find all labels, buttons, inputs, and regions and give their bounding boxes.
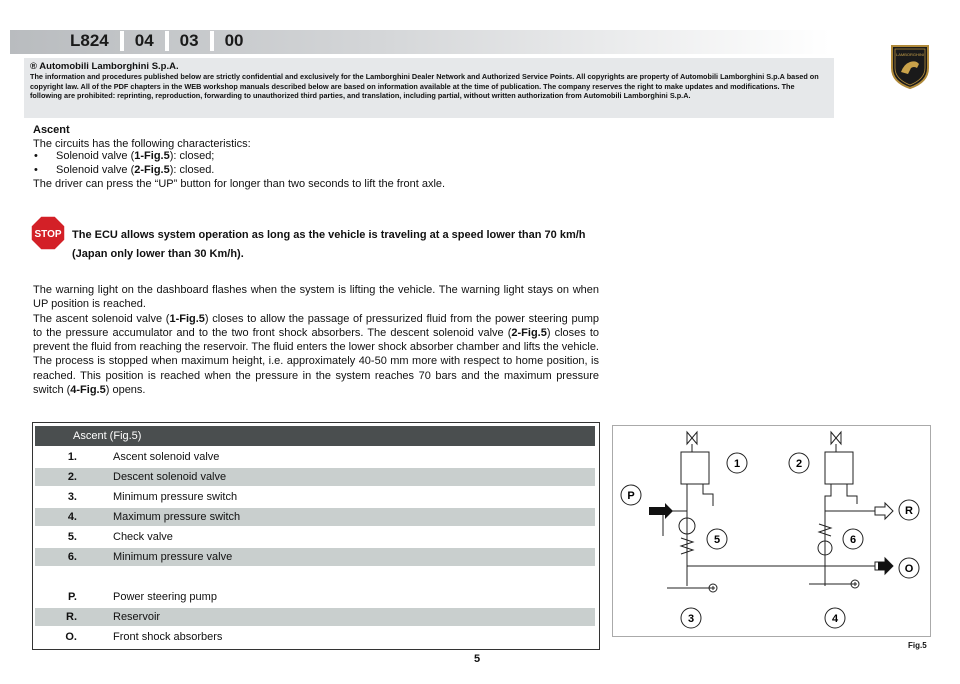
table-row [35,588,595,606]
paragraph-text: ) closes to allow the passage of pressurized fluid from the power steering pump to the pressure accumulator and to the two front shock absorbers. The descent solenoid valve ( [33,312,599,339]
figure-reference: 2-Fig.5 [511,326,547,339]
code-separator [210,31,214,51]
row-number: 3. [67,491,77,503]
bullet-item [34,163,215,177]
row-number: R. [66,611,77,623]
warning-text [72,226,602,264]
hydraulic-diagram [612,425,931,637]
notice-title: ® Automobili Lamborghini S.p.A. [30,61,179,72]
callout-r: R [905,505,913,517]
revision-code: 00 [224,31,244,50]
stop-icon-text: STOP [34,229,62,240]
callout-6: 6 [849,534,857,546]
code-separator [165,31,169,51]
row-label: Reservoir [113,611,161,623]
table-row [35,508,595,526]
legend-table [32,422,600,650]
valve-symbol [687,432,697,444]
callout-3: 3 [687,613,695,625]
table-row [35,468,595,486]
legend-title: Ascent (Fig.5) [73,430,142,442]
descent-valve-body [825,452,853,484]
bullet-dot: • [34,164,38,176]
bullet-dot: • [34,150,38,162]
callout-o: O [904,563,914,575]
model-code: L824 [70,31,109,50]
callout-1: 1 [733,458,741,470]
table-row [35,568,595,586]
row-number: O. [65,631,77,643]
row-number: 4. [67,511,77,523]
row-number: P. [68,591,77,603]
table-row [35,448,595,466]
front-shock-arrow [878,558,893,574]
figure-reference: 4-Fig.5 [70,384,106,397]
ascent-valve-body [681,452,709,484]
row-label: Power steering pump [113,591,217,603]
section-heading: Ascent [33,124,70,136]
row-label: Maximum pressure switch [113,511,241,523]
min-pressure-valve-spring [819,524,831,536]
bullet-text: ): closed; [169,150,215,162]
reservoir-arrow [875,503,893,519]
figure-caption: Fig.5 [908,641,927,650]
callout-5: 5 [713,534,721,546]
legend-header [35,426,595,446]
table-row [35,528,595,546]
bullet-item [34,149,215,163]
pump-arrow [649,503,673,519]
warning-line: The ECU allows system operation as long as the vehicle is traveling at a speed lower than 70 km/h [72,229,586,241]
row-label: Front shock absorbers [113,631,223,643]
row-number: 6. [67,551,77,563]
figure-reference: 1-Fig.5 [169,312,205,325]
paragraph-text: The ascent solenoid valve ( [33,312,170,325]
table-row [35,608,595,626]
row-label: Minimum pressure valve [113,551,233,563]
driver-note: The driver can press the “UP” button for longer than two seconds to lift the front axle. [33,178,446,190]
paragraph-text: The warning light on the dashboard flashes when the system is lifting the vehicle. The warning light stays on when UP position is reached. [33,284,599,311]
logo-text: LAMBORGHINI [895,52,925,57]
paragraph-text: ) opens. [105,384,146,397]
warning-line: (Japan only lower than 30 Km/h). [72,248,244,260]
notice-body: The information and procedures published below are strictly confidential and exclusively for the Lamborghini Dealer Network and Authorized Service Points. All copyrights are property of Automobili Lamborghini S.p.A based on copyright law. All of the PDF chapters in the WEB workshop manuals described below are based on information available at the time of publication. The company reserves the right to make updates and modifications. The following are prohibited: reprinting, reproduction, forwarding to unauthorized third parties, and translation, including partial, without written authorization from Automobili Lamborghini S.p.A. [30,72,819,101]
figure-reference: 2-Fig.5 [134,164,170,176]
row-label: Minimum pressure switch [113,491,238,503]
callout-p: P [627,490,635,502]
bullet-text: Solenoid valve ( [56,150,135,162]
row-label: Descent solenoid valve [113,471,227,483]
subgroup-code: 03 [179,31,199,50]
callout-4: 4 [831,613,839,625]
valve-symbol [831,432,841,444]
bullet-text: ): closed. [169,164,215,176]
table-row [35,548,595,566]
bullet-text: Solenoid valve ( [56,164,135,176]
code-separator [120,31,124,51]
figure-reference: 1-Fig.5 [134,150,170,162]
document-code [70,31,244,51]
description-paragraph [33,283,599,397]
lamborghini-logo [886,42,934,90]
table-row [35,628,595,646]
paragraph-text: ) closes to prevent the fluid from reaching the reservoir. The fluid enters the lower shock absorber chamber and lifts the vehicle. The process is stopped when maximum height, i.e. approximately 40-50 mm more with respect to home position, is reached. This position is reached when the pressure in the system reaches 70 bars and the maximum pressure switch ( [33,326,599,397]
page-number: 5 [474,653,481,665]
row-label: Check valve [113,531,173,543]
stop-icon [30,215,66,251]
row-number: 5. [67,531,77,543]
section-intro: The circuits has the following characteristics: [33,138,251,150]
row-number: 2. [67,471,77,483]
row-label: Ascent solenoid valve [113,451,220,463]
group-code: 04 [134,31,154,50]
table-row [35,488,595,506]
callout-2: 2 [795,458,803,470]
row-number: 1. [67,451,77,463]
